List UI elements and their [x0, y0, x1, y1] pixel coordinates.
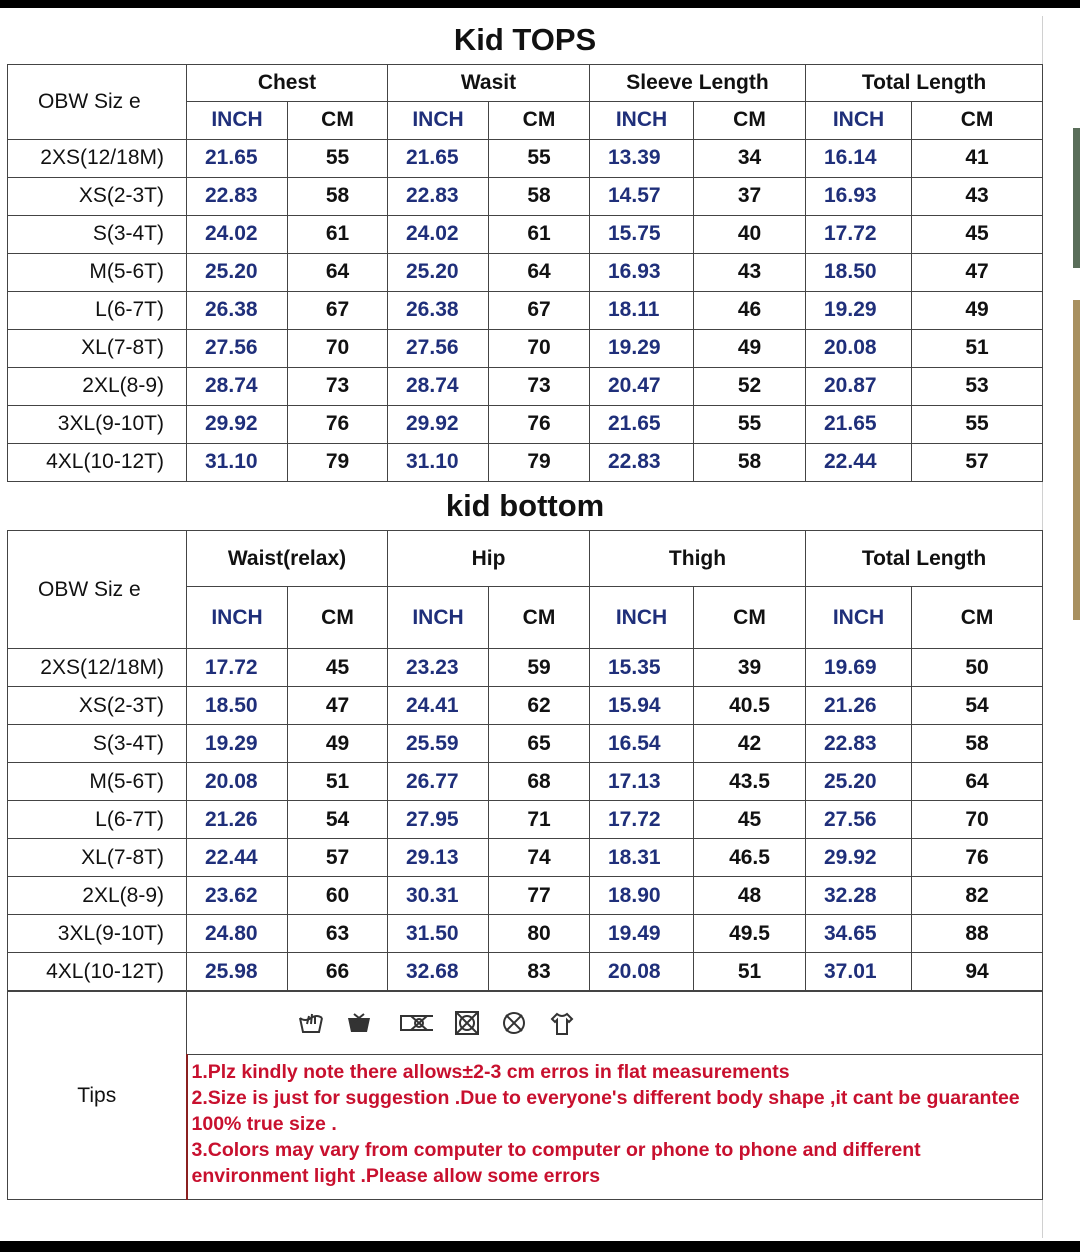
cm-value: 53 — [912, 367, 1043, 405]
tops-table-row — [8, 405, 1043, 443]
cm-value: 79 — [288, 443, 388, 481]
size-label: M(5-6T) — [8, 253, 187, 291]
inch-value: 19.29 — [187, 725, 288, 763]
cm-value: 48 — [694, 877, 806, 915]
cm-value: 58 — [912, 725, 1043, 763]
inch-value: 25.98 — [187, 953, 288, 991]
cm-value: 71 — [489, 801, 590, 839]
inch-value: 19.69 — [806, 649, 912, 687]
inch-value: 18.50 — [806, 253, 912, 291]
bottom-table-row — [8, 953, 1043, 991]
tops-unit-cm: CM — [489, 101, 590, 139]
cm-value: 63 — [288, 915, 388, 953]
bottom-title: kid bottom — [8, 482, 1043, 531]
inch-value: 25.20 — [187, 253, 288, 291]
inch-value: 19.29 — [806, 291, 912, 329]
cm-value: 70 — [288, 329, 388, 367]
cm-value: 73 — [489, 367, 590, 405]
cm-value: 76 — [912, 839, 1043, 877]
cm-value: 60 — [288, 877, 388, 915]
tip-line-3: 3.Colors may vary from computer to computer or phone to phone and different environment light .Please allow some errors — [191, 1139, 921, 1187]
inch-value: 17.72 — [187, 649, 288, 687]
tops-table-row — [8, 177, 1043, 215]
cm-value: 88 — [912, 915, 1043, 953]
inch-value: 22.44 — [187, 839, 288, 877]
bottom-unit-inch: INCH — [388, 587, 489, 649]
cm-value: 64 — [912, 763, 1043, 801]
cm-value: 47 — [912, 253, 1043, 291]
tops-group-sleeve: Sleeve Length — [590, 64, 806, 101]
inch-value: 21.65 — [590, 405, 694, 443]
cm-value: 45 — [694, 801, 806, 839]
cm-value: 49 — [288, 725, 388, 763]
cm-value: 43 — [912, 177, 1043, 215]
inch-value: 14.57 — [590, 177, 694, 215]
inch-value: 20.08 — [590, 953, 694, 991]
cm-value: 55 — [694, 405, 806, 443]
cm-value: 42 — [694, 725, 806, 763]
inch-value: 28.74 — [187, 367, 288, 405]
tops-unit-inch: INCH — [806, 101, 912, 139]
cm-value: 73 — [288, 367, 388, 405]
bottom-group-hip: Hip — [388, 531, 590, 587]
inch-value: 29.92 — [187, 405, 288, 443]
inch-value: 22.83 — [187, 177, 288, 215]
tops-unit-cm: CM — [288, 101, 388, 139]
tips-label: Tips — [8, 992, 187, 1200]
cm-value: 83 — [489, 953, 590, 991]
tops-unit-inch: INCH — [590, 101, 694, 139]
inch-value: 21.26 — [806, 687, 912, 725]
tops-unit-cm: CM — [912, 101, 1043, 139]
bottom-table-row — [8, 801, 1043, 839]
tops-unit-inch: INCH — [388, 101, 489, 139]
bottom-unit-cm: CM — [694, 587, 806, 649]
inch-value: 21.65 — [388, 139, 489, 177]
tops-group-waist: Wasit — [388, 64, 590, 101]
tops-size-table — [7, 16, 1043, 482]
bottom-size-table — [7, 482, 1043, 992]
cm-value: 64 — [489, 253, 590, 291]
bottom-table-row — [8, 725, 1043, 763]
bottom-unit-cm: CM — [288, 587, 388, 649]
inch-value: 16.93 — [806, 177, 912, 215]
cm-value: 59 — [489, 649, 590, 687]
cm-value: 80 — [489, 915, 590, 953]
size-label: 4XL(10-12T) — [8, 443, 187, 481]
inch-value: 29.92 — [806, 839, 912, 877]
inch-value: 22.83 — [388, 177, 489, 215]
inch-value: 21.65 — [187, 139, 288, 177]
size-label: 3XL(9-10T) — [8, 405, 187, 443]
cm-value: 46.5 — [694, 839, 806, 877]
bottom-unit-inch: INCH — [187, 587, 288, 649]
inch-value: 26.38 — [388, 291, 489, 329]
size-label: XS(2-3T) — [8, 687, 187, 725]
bottom-group-thigh: Thigh — [590, 531, 806, 587]
inch-value: 31.10 — [388, 443, 489, 481]
tops-group-chest: Chest — [187, 64, 388, 101]
inch-value: 20.08 — [806, 329, 912, 367]
inch-value: 25.59 — [388, 725, 489, 763]
inch-value: 30.31 — [388, 877, 489, 915]
inch-value: 24.02 — [187, 215, 288, 253]
inch-value: 17.72 — [590, 801, 694, 839]
cm-value: 61 — [489, 215, 590, 253]
bottom-group-total-length: Total Length — [806, 531, 1043, 587]
inch-value: 20.87 — [806, 367, 912, 405]
inch-value: 20.08 — [187, 763, 288, 801]
inch-value: 21.65 — [806, 405, 912, 443]
bottom-table-row — [8, 839, 1043, 877]
bottom-table-row — [8, 915, 1043, 953]
size-label: 2XS(12/18M) — [8, 649, 187, 687]
cm-value: 58 — [489, 177, 590, 215]
cm-value: 57 — [912, 443, 1043, 481]
right-edge-strip-2 — [1073, 300, 1080, 620]
tops-title: Kid TOPS — [8, 16, 1043, 64]
inch-value: 31.10 — [187, 443, 288, 481]
inch-value: 34.65 — [806, 915, 912, 953]
tops-unit-inch: INCH — [187, 101, 288, 139]
inch-value: 37.01 — [806, 953, 912, 991]
cm-value: 67 — [489, 291, 590, 329]
cm-value: 43.5 — [694, 763, 806, 801]
tips-table — [7, 991, 1043, 1200]
tip-line-2: 2.Size is just for suggestion .Due to everyone's different body shape ,it cant be guarantee 100% true size . — [191, 1087, 1020, 1135]
inch-value: 16.93 — [590, 253, 694, 291]
cm-value: 39 — [694, 649, 806, 687]
top-frame-bar — [0, 0, 1080, 8]
bottom-size-header: OBW Siz e — [8, 531, 187, 649]
inch-value: 27.56 — [187, 329, 288, 367]
tops-table-row — [8, 215, 1043, 253]
inch-value: 27.56 — [806, 801, 912, 839]
tops-unit-cm: CM — [694, 101, 806, 139]
inch-value: 19.29 — [590, 329, 694, 367]
inch-value: 29.13 — [388, 839, 489, 877]
bottom-unit-inch: INCH — [590, 587, 694, 649]
cm-value: 70 — [489, 329, 590, 367]
size-label: XL(7-8T) — [8, 839, 187, 877]
size-label: 2XS(12/18M) — [8, 139, 187, 177]
inch-value: 22.83 — [590, 443, 694, 481]
cm-value: 45 — [288, 649, 388, 687]
cm-value: 94 — [912, 953, 1043, 991]
tips-notes — [187, 1055, 1043, 1200]
cm-value: 43 — [694, 253, 806, 291]
size-label: XL(7-8T) — [8, 329, 187, 367]
cm-value: 49.5 — [694, 915, 806, 953]
do-not-iron-icon — [500, 1010, 528, 1036]
inch-value: 26.77 — [388, 763, 489, 801]
inch-value: 19.49 — [590, 915, 694, 953]
tops-table-row — [8, 329, 1043, 367]
size-label: 3XL(9-10T) — [8, 915, 187, 953]
inch-value: 18.90 — [590, 877, 694, 915]
cm-value: 58 — [694, 443, 806, 481]
cm-value: 65 — [489, 725, 590, 763]
cm-value: 40.5 — [694, 687, 806, 725]
cm-value: 67 — [288, 291, 388, 329]
inch-value: 29.92 — [388, 405, 489, 443]
size-label: S(3-4T) — [8, 215, 187, 253]
cm-value: 77 — [489, 877, 590, 915]
do-not-tumble-dry-icon — [393, 1010, 433, 1036]
inch-value: 32.68 — [388, 953, 489, 991]
bottom-group-waist: Waist(relax) — [187, 531, 388, 587]
inch-value: 15.75 — [590, 215, 694, 253]
cm-value: 50 — [912, 649, 1043, 687]
bottom-table-row — [8, 687, 1043, 725]
cm-value: 79 — [489, 443, 590, 481]
bottom-unit-cm: CM — [489, 587, 590, 649]
inch-value: 25.20 — [806, 763, 912, 801]
inch-value: 18.31 — [590, 839, 694, 877]
cm-value: 82 — [912, 877, 1043, 915]
tops-table-row — [8, 253, 1043, 291]
inch-value: 20.47 — [590, 367, 694, 405]
hand-wash-icon — [297, 1010, 325, 1036]
inch-value: 26.38 — [187, 291, 288, 329]
cm-value: 45 — [912, 215, 1043, 253]
cm-value: 62 — [489, 687, 590, 725]
tops-table-row — [8, 443, 1043, 481]
cm-value: 51 — [912, 329, 1043, 367]
inch-value: 23.62 — [187, 877, 288, 915]
bottom-unit-cm: CM — [912, 587, 1043, 649]
tops-table-row — [8, 291, 1043, 329]
inch-value: 25.20 — [388, 253, 489, 291]
wash-basin-icon — [345, 1010, 373, 1036]
bottom-frame-bar — [0, 1241, 1080, 1252]
size-label: M(5-6T) — [8, 763, 187, 801]
cm-value: 55 — [288, 139, 388, 177]
cm-value: 46 — [694, 291, 806, 329]
inch-value: 21.26 — [187, 801, 288, 839]
inch-value: 27.95 — [388, 801, 489, 839]
inch-value: 24.80 — [187, 915, 288, 953]
hang-dry-icon — [548, 1010, 576, 1036]
bottom-table-row — [8, 763, 1043, 801]
cm-value: 64 — [288, 253, 388, 291]
inch-value: 22.44 — [806, 443, 912, 481]
bottom-table-row — [8, 649, 1043, 687]
inch-value: 13.39 — [590, 139, 694, 177]
bottom-unit-inch: INCH — [806, 587, 912, 649]
size-label: XS(2-3T) — [8, 177, 187, 215]
tops-group-total-length: Total Length — [806, 64, 1043, 101]
tops-table-row — [8, 139, 1043, 177]
cm-value: 41 — [912, 139, 1043, 177]
cm-value: 51 — [288, 763, 388, 801]
size-chart-sheet — [7, 16, 1042, 1238]
inch-value: 23.23 — [388, 649, 489, 687]
cm-value: 54 — [912, 687, 1043, 725]
inch-value: 18.50 — [187, 687, 288, 725]
cm-value: 54 — [288, 801, 388, 839]
inch-value: 27.56 — [388, 329, 489, 367]
size-label: 2XL(8-9) — [8, 367, 187, 405]
inch-value: 22.83 — [806, 725, 912, 763]
cm-value: 57 — [288, 839, 388, 877]
inch-value: 16.14 — [806, 139, 912, 177]
size-label: L(6-7T) — [8, 291, 187, 329]
cm-value: 55 — [912, 405, 1043, 443]
inch-value: 32.28 — [806, 877, 912, 915]
cm-value: 66 — [288, 953, 388, 991]
cm-value: 68 — [489, 763, 590, 801]
inch-value: 18.11 — [590, 291, 694, 329]
inch-value: 24.02 — [388, 215, 489, 253]
inch-value: 28.74 — [388, 367, 489, 405]
inch-value: 17.13 — [590, 763, 694, 801]
bottom-table-row — [8, 877, 1043, 915]
size-label: L(6-7T) — [8, 801, 187, 839]
size-label: S(3-4T) — [8, 725, 187, 763]
cm-value: 74 — [489, 839, 590, 877]
inch-value: 31.50 — [388, 915, 489, 953]
cm-value: 47 — [288, 687, 388, 725]
cm-value: 49 — [912, 291, 1043, 329]
cm-value: 40 — [694, 215, 806, 253]
cm-value: 51 — [694, 953, 806, 991]
cm-value: 52 — [694, 367, 806, 405]
inch-value: 17.72 — [806, 215, 912, 253]
inch-value: 15.35 — [590, 649, 694, 687]
size-label: 2XL(8-9) — [8, 877, 187, 915]
cm-value: 76 — [489, 405, 590, 443]
cm-value: 37 — [694, 177, 806, 215]
inch-value: 24.41 — [388, 687, 489, 725]
right-edge-strip — [1073, 128, 1080, 268]
inch-value: 15.94 — [590, 687, 694, 725]
cm-value: 76 — [288, 405, 388, 443]
tip-line-1: 1.Plz kindly note there allows±2-3 cm erros in flat measurements — [191, 1061, 790, 1083]
do-not-dryclean-icon — [453, 1010, 481, 1036]
care-icons-row — [187, 992, 1043, 1055]
cm-value: 58 — [288, 177, 388, 215]
cm-value: 61 — [288, 215, 388, 253]
cm-value: 34 — [694, 139, 806, 177]
tops-table-row — [8, 367, 1043, 405]
inch-value: 16.54 — [590, 725, 694, 763]
cm-value: 70 — [912, 801, 1043, 839]
size-label: 4XL(10-12T) — [8, 953, 187, 991]
cm-value: 49 — [694, 329, 806, 367]
cm-value: 55 — [489, 139, 590, 177]
tops-size-header: OBW Siz e — [8, 64, 187, 139]
